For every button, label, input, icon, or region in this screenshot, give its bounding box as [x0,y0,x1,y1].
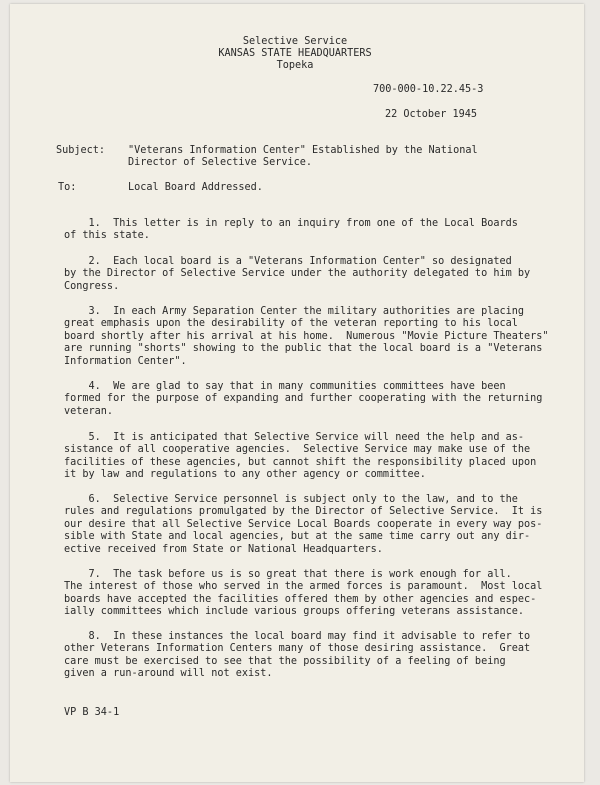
paragraph-3-line-4: are running "shorts" showing to the public that the local board is a "Veterans [64,343,543,355]
paragraph-8-line-3: care must be exercised to see that the possibility of a feeling of being [64,655,506,667]
header-line-2: KANSAS STATE HEADQUARTERS [218,48,372,59]
paragraph-6-line-2: rules and regulations promulgated by the Director of Selective Service. It is [64,506,543,518]
subject-label: Subject: [56,145,106,156]
paragraph-4-line-3: veteran. [64,405,114,417]
paragraph-6-line-5: ective received from State or National Headquarters. [64,543,383,555]
paragraph-5-line-1: 5. It is anticipated that Selective Service will need the help and as- [64,432,525,443]
paragraph-3-line-3: board shortly after his arrival at his home. Numerous "Movie Picture Theaters" [64,330,549,342]
paragraph-5-line-4: it by law and regulations to any other agency or committee. [64,469,426,481]
paragraph-8-line-4: given a run-around will not exist. [64,668,273,680]
paragraph-8-line-1: 8. In these instances the local board may find it advisable to refer to [64,631,531,642]
subject-line-1: "Veterans Information Center" Established by the National [128,145,478,156]
letter-date: 22 October 1945 [385,109,478,120]
to-label: To: [58,182,77,193]
paragraph-7-line-2: The interest of those who served in the armed forces is paramount. Most local [64,581,543,593]
paragraph-3-line-1: 3. In each Army Separation Center the military authorities are placing [64,306,525,317]
paragraph-8-line-2: other Veterans Information Centers many of those desiring assistance. Great [64,643,531,655]
paragraph-2-line-3: Congress. [64,280,120,292]
paragraph-1-line-2: of this state. [64,230,150,242]
paragraph-7-line-1: 7. The task before us is so great that there is work enough for all. [64,569,512,580]
header-line-1: Selective Service [242,36,348,47]
paragraph-5-line-3: facilities of these agencies, but cannot shift the responsibility placed upon [64,456,537,468]
paragraph-3-line-5: Information Center". [64,355,187,367]
paragraph-5-line-2: sistance of all cooperative agencies. Selective Service may make use of the [64,444,531,456]
paragraph-4-line-2: formed for the purpose of expanding and further cooperating with the returning [64,393,543,405]
paragraph-6-line-3: our desire that all Selective Service Local Boards cooperate in every way pos- [64,518,543,530]
paragraph-7-line-4: ially committees which include various groups offering veterans assistance. [64,606,525,618]
to-value: Local Board Addressed. [128,182,263,193]
paragraph-6-line-1: 6. Selective Service personnel is subject only to the law, and to the [64,494,518,505]
header-line-3: Topeka [276,60,314,71]
paragraph-2-line-2: by the Director of Selective Service under the authority delegated to him by [64,268,531,280]
paragraph-6-line-4: sible with State and local agencies, but at the same time carry out any dir- [64,531,531,543]
subject-line-2: Director of Selective Service. [128,157,313,168]
reference-number: 700-000-10.22.45-3 [373,84,484,95]
paragraph-4-line-1: 4. We are glad to say that in many communities committees have been [64,381,506,392]
paragraph-2-line-1: 2. Each local board is a "Veterans Information Center" so designated [64,256,512,267]
paragraph-7-line-3: boards have accepted the facilities offered them by other agencies and espec- [64,593,537,605]
paragraph-1-line-1: 1. This letter is in reply to an inquiry from one of the Local Boards [64,218,518,229]
paragraph-3-line-2: great emphasis upon the desirability of the veteran reporting to his local [64,318,518,330]
footer-code: VP B 34-1 [64,707,120,718]
